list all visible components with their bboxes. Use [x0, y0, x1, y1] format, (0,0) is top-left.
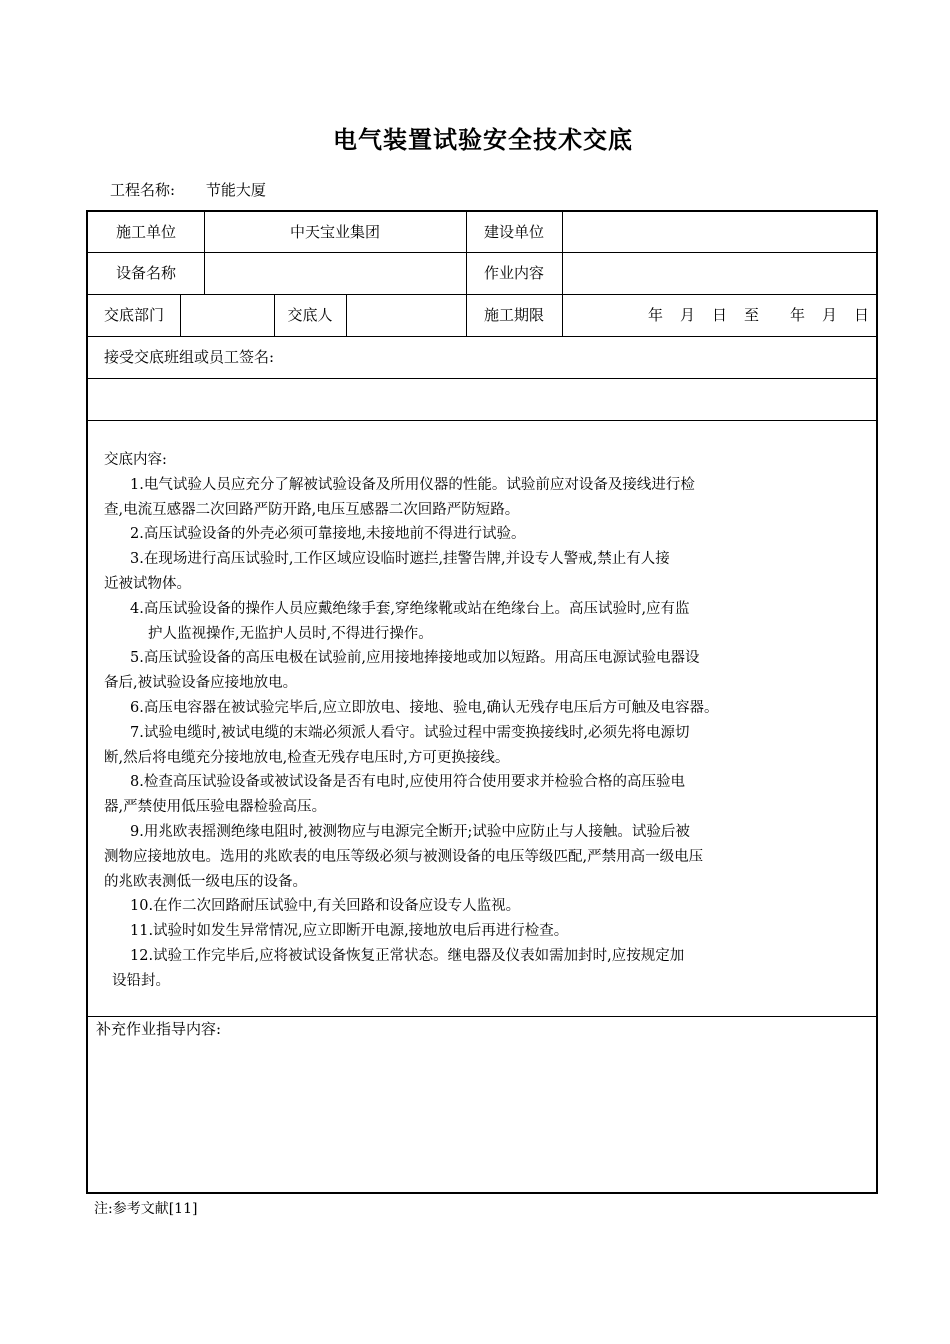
content-line: 9.用兆欧表摇测绝缘电阻时,被测物应与电源完全断开;试验中应防止与人接触。试验后被 — [130, 823, 690, 840]
reference-note: 注:参考文献[11] — [94, 1201, 198, 1217]
content-line: 4.高压试验设备的操作人员应戴绝缘手套,穿绝缘靴或站在绝缘台上。高压试验时,应有监 — [130, 600, 690, 617]
content-line: 断,然后将电缆充分接地放电,检查无残存电压时,方可更换接线。 — [104, 749, 510, 766]
row-divider — [88, 294, 876, 295]
column-divider — [180, 294, 181, 336]
content-line: 7.试验电缆时,被试电缆的末端必须派人看守。试验过程中需变换接线时,必须先将电源切 — [130, 724, 690, 741]
briefing-form — [86, 210, 878, 1194]
content-line: 的兆欧表测低一级电压的设备。 — [104, 873, 307, 890]
content-line: 6.高压电容器在被试验完毕后,应立即放电、接地、验电,确认无残存电压后方可触及电容器。 — [130, 699, 719, 716]
supplement-field[interactable] — [96, 1048, 866, 1178]
content-line: 10.在作二次回路耐压试验中,有关回路和设备应设专人监视。 — [130, 898, 521, 915]
row-divider — [88, 420, 876, 421]
period-end-year: 年 — [790, 306, 806, 324]
content-line: 备后,被试验设备应接地放电。 — [104, 675, 298, 692]
construction-unit-value: 中天宝业集团 — [289, 223, 380, 241]
content-line: 8.检查高压试验设备或被试设备是否有电时,应使用符合使用要求并检验合格的高压验电 — [130, 774, 685, 791]
signature-field[interactable] — [104, 388, 864, 412]
content-line: 护人监视操作,无监护人员时,不得进行操作。 — [148, 625, 433, 642]
content-line: 测物应接地放电。选用的兆欧表的电压等级必须与被测设备的电压等级匹配,严禁用高一级电压 — [104, 848, 704, 865]
content-heading: 交底内容: — [104, 452, 167, 468]
construction-unit-label: 施工单位 — [115, 223, 176, 241]
signature-label: 接受交底班组或员工签名: — [104, 348, 275, 366]
construction-period-label: 施工期限 — [483, 306, 544, 324]
row-divider — [88, 336, 876, 337]
document-title: 电气装置试验安全技术交底 — [333, 126, 633, 154]
content-line: 1.电气试验人员应充分了解被试验设备及所用仪器的性能。试验前应对设备及接线进行检 — [130, 476, 695, 493]
briefing-content — [104, 448, 844, 994]
project-name-label: 工程名称: — [110, 181, 176, 199]
equipment-name-label: 设备名称 — [115, 264, 176, 282]
content-line: 5.高压试验设备的高压电极在试验前,应用接地捧接地或加以短路。用高压电源试验电器设 — [130, 650, 700, 667]
row-divider — [88, 378, 876, 379]
period-end-month: 月 — [822, 306, 838, 324]
project-name-value: 节能大厦 — [205, 181, 266, 199]
row-divider — [88, 1016, 876, 1017]
content-line: 11.试验时如发生异常情况,应立即断开电源,接地放电后再进行检查。 — [130, 923, 569, 940]
content-line: 12.试验工作完毕后,应将被试设备恢复正常状态。继电器及仪表如需加封时,应按规定加 — [130, 947, 685, 964]
column-divider — [346, 294, 347, 336]
content-line: 设铅封。 — [112, 972, 170, 989]
briefing-department-label: 交底部门 — [103, 306, 164, 324]
period-end-day: 日 — [854, 306, 870, 324]
content-line: 3.在现场进行高压试验时,工作区域应设临时遮拦,挂警告牌,并设专人警戒,禁止有人接 — [130, 551, 670, 568]
period-start-month: 月 — [680, 306, 696, 324]
briefer-label: 交底人 — [287, 306, 333, 324]
column-divider — [562, 212, 563, 336]
row-divider — [88, 252, 876, 253]
work-content-label: 作业内容 — [483, 264, 544, 282]
client-unit-label: 建设单位 — [483, 223, 544, 241]
content-line: 2.高压试验设备的外壳必须可靠接地,未接地前不得进行试验。 — [130, 526, 526, 543]
project-name-line — [110, 179, 266, 200]
period-to: 至 — [744, 306, 760, 324]
content-line: 查,电流互感器二次回路严防开路,电压互感器二次回路严防短路。 — [104, 501, 520, 518]
content-line: 器,严禁使用低压验电器检验高压。 — [104, 799, 327, 816]
content-line: 近被试物体。 — [104, 575, 191, 592]
period-start-year: 年 — [648, 306, 664, 324]
supplement-label: 补充作业指导内容: — [96, 1020, 222, 1038]
period-start-day: 日 — [712, 306, 728, 324]
